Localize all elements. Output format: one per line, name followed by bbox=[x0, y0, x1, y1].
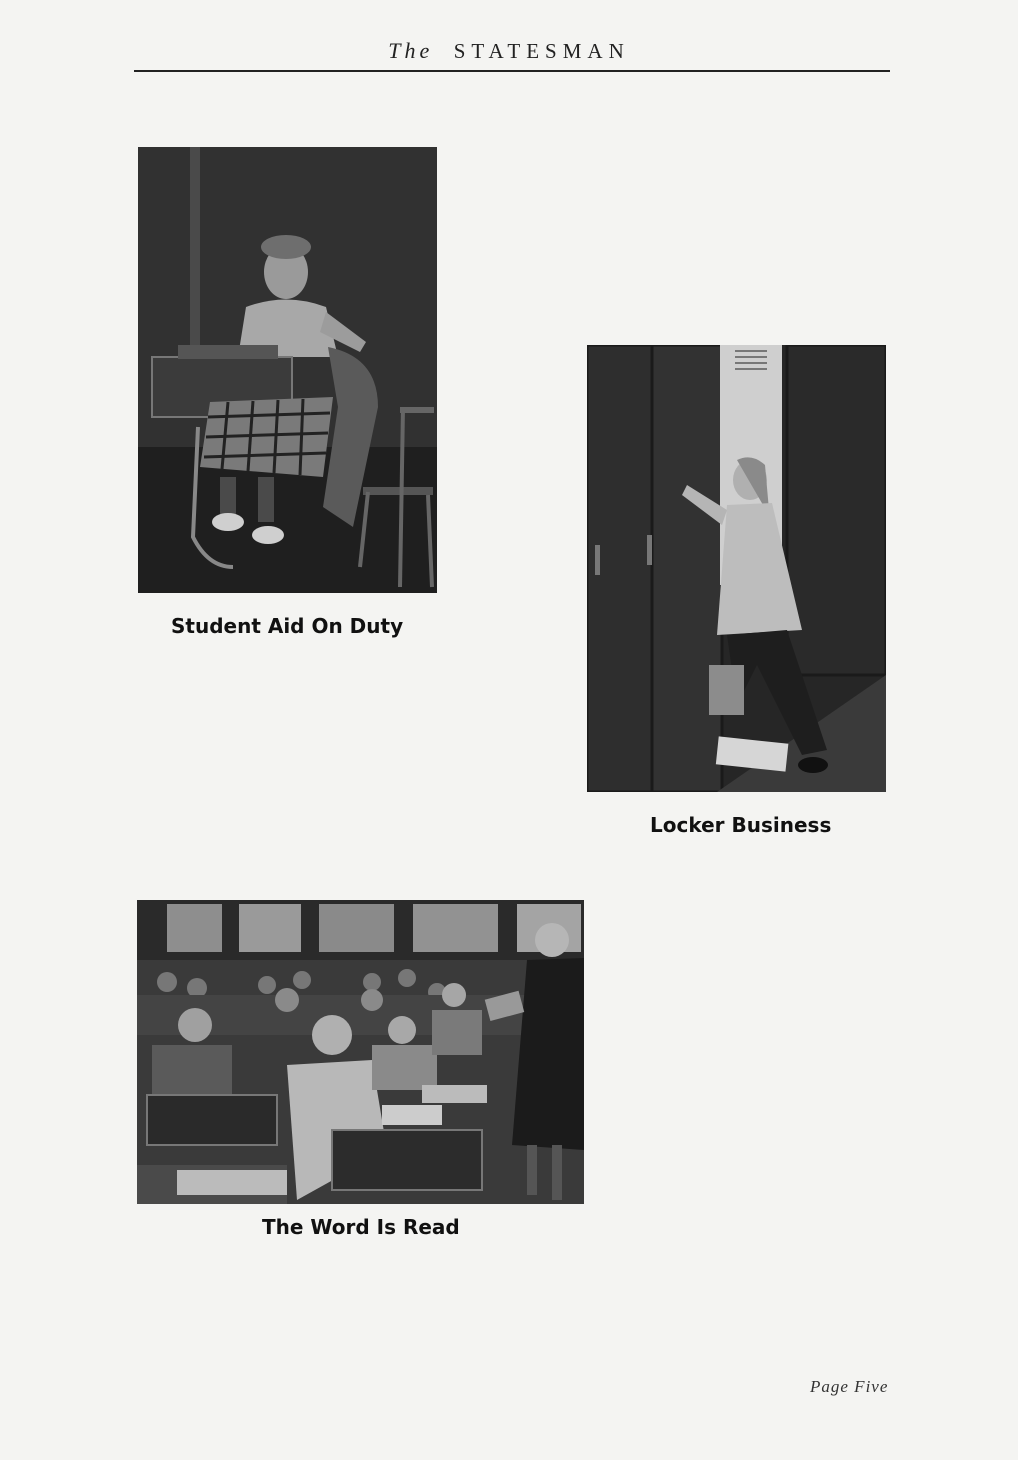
page-number: Page Five bbox=[810, 1377, 889, 1396]
caption-locker-business: Locker Business bbox=[650, 813, 832, 837]
caption-word-is-read: The Word Is Read bbox=[262, 1215, 460, 1239]
masthead bbox=[0, 38, 1018, 64]
caption-student-aid: Student Aid On Duty bbox=[171, 614, 404, 638]
masthead-title: STATESMAN bbox=[453, 39, 630, 63]
header-ornament-rule bbox=[134, 73, 890, 79]
photo-word-is-read bbox=[137, 900, 584, 1204]
header-rule bbox=[134, 70, 890, 72]
photo-student-aid bbox=[138, 147, 437, 593]
photo-locker-business bbox=[587, 345, 886, 792]
masthead-prefix: The bbox=[388, 38, 434, 63]
